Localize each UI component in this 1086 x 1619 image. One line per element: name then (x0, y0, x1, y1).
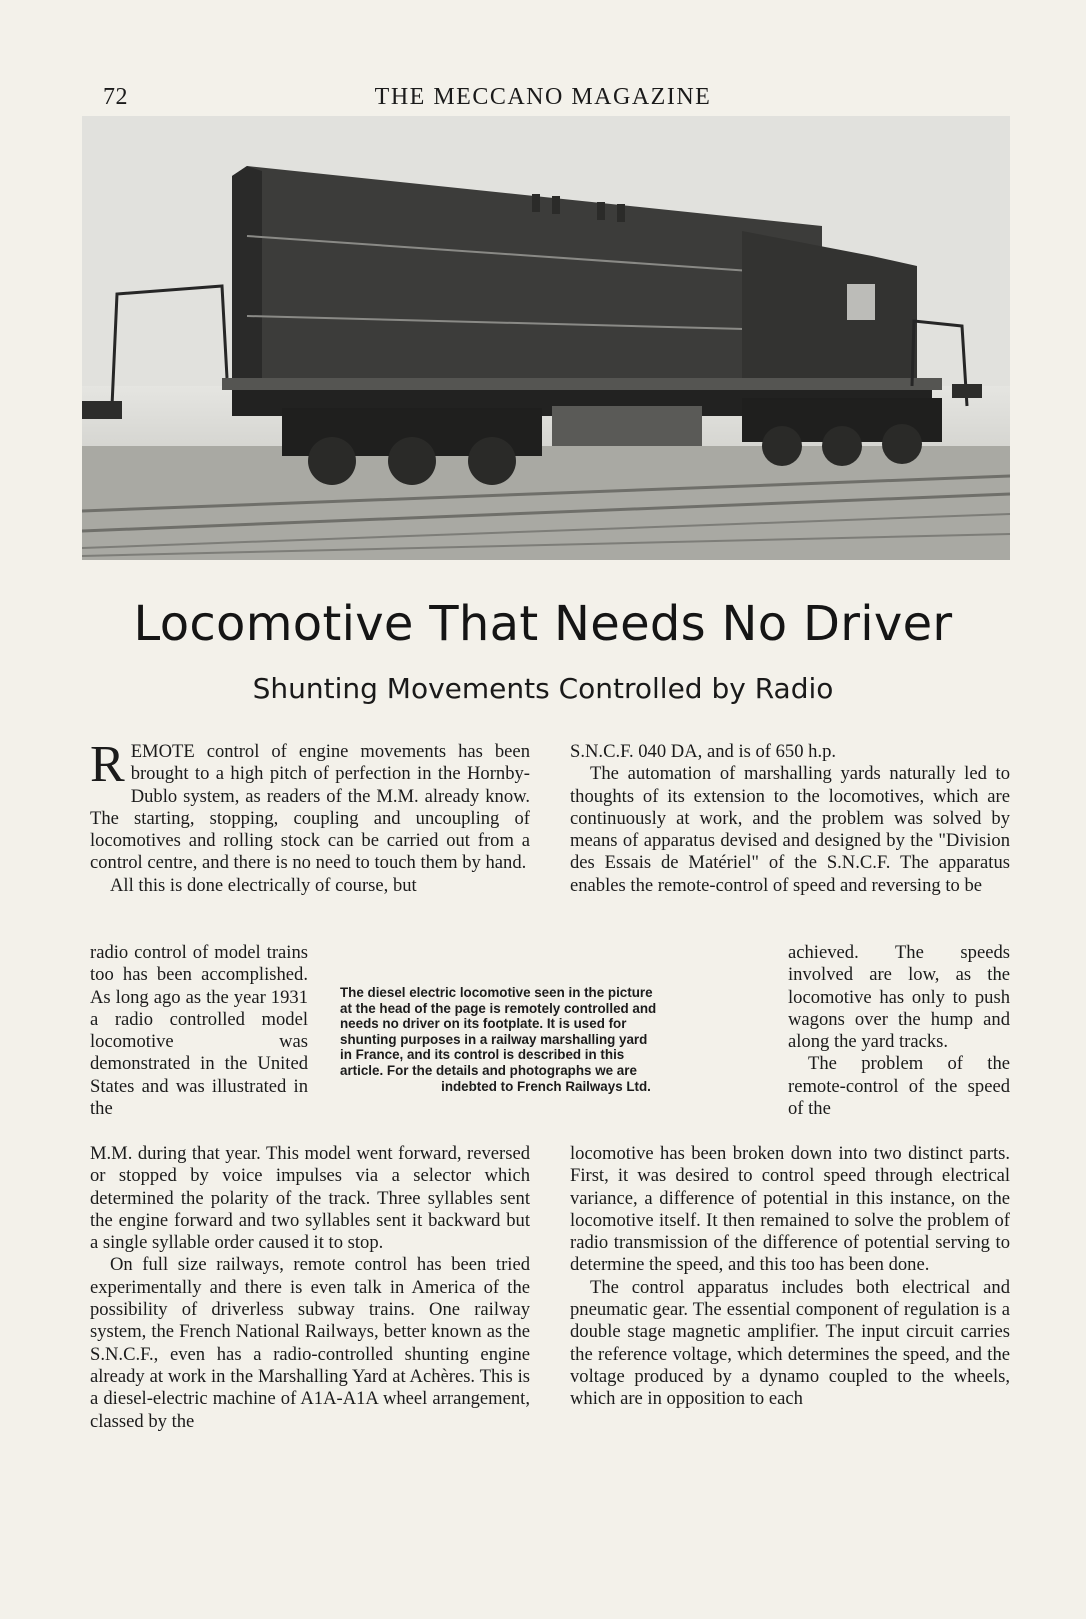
left-column-top (90, 736, 530, 897)
drop-cap: R (90, 736, 125, 793)
left-column-bottom (90, 1143, 530, 1433)
paragraph-class: S.N.C.F. 040 DA, and is of 650 h.p. (570, 741, 837, 762)
caption-line: The diesel electric locomotive seen in the picture (340, 985, 653, 1000)
page-number: 72 (103, 84, 128, 110)
paragraph-intro (90, 736, 530, 875)
paragraph-problem: The problem of the remote-control of the speed of the (788, 1053, 1010, 1120)
paragraph-radio-model: radio control of model trains too has been accomplished. As long ago as the year 1931 a radio controlled model locomotive was demonstrated in the United States and was illustrated in the (90, 942, 308, 1120)
locomotive-photo (82, 116, 1010, 560)
right-column-top (570, 741, 1010, 897)
paragraph-automation: The automation of marshalling yards naturally led to thoughts of its extension to the locomotives, which are continuously at work, and the problem was solved by means of apparatus devised and designed by the "Division des Essais de Matériel" of the S.N.C.F. The apparatus enables the remote-control of speed and reversing to be (570, 763, 1010, 896)
paragraph-electrical: All this is done electrically of course, but (110, 874, 417, 896)
locomotive-illustration (82, 116, 1010, 560)
paragraph-apparatus: The control apparatus includes both electrical and pneumatic gear. The essential component of regulation is a double stage magnetic amplifier. The input circuit carries the reference voltage, which determines the speed, and the voltage produced by a dynamo coupled to the wheels, which are in opposition to each (570, 1276, 1010, 1410)
paragraph-two-parts: locomotive has been broken down into two distinct parts. First, it was desired to control speed through electrical variance, a difference of potential in this instance, on the locomotive itself. It then remained to solve the problem of radio transmission of the difference of potential serving to determine the speed, and this too has been done. (570, 1143, 1010, 1276)
photo-caption (340, 985, 752, 1094)
page-header (0, 78, 1086, 118)
right-column-narrow (788, 942, 1010, 1120)
paragraph-intro-text: EMOTE control of engine movements has been brought to a high pitch of perfection in the Hornby-Dublo system, as readers of the M.M. already know. The starting, stopping, coupling and uncoupling of locomotives and rolling stock can be carried out from a control centre, and there is no need to touch them by hand. (90, 741, 530, 874)
caption-line: article. For the details and photographs we are (340, 1062, 637, 1078)
caption-line: needs no driver on its footplate. It is used for (340, 1016, 627, 1032)
running-title: THE MECCANO MAGAZINE (374, 84, 712, 110)
paragraph-model-1931: M.M. during that year. This model went forward, reversed or stopped by voice impulses via a selector which determined the polarity of the track. Three syllables sent the engine forward and two syllables sent it backward but a single syllable order caused it to stop. (90, 1143, 530, 1254)
article-title: Locomotive That Needs No Driver (133, 596, 953, 652)
right-column-bottom (570, 1143, 1010, 1411)
paragraph-speeds: achieved. The speeds involved are low, as the locomotive has only to push wagons over the hump and along the yard tracks. (788, 942, 1010, 1053)
caption-line: shunting purposes in a railway marshalling yard (340, 1031, 648, 1047)
left-column-narrow (90, 942, 308, 1120)
caption-line: at the head of the page is remotely controlled and (340, 1000, 657, 1016)
caption-line: in France, and its control is described in this (340, 1047, 625, 1063)
caption-line: indebted to French Railways Ltd. (441, 1078, 651, 1094)
article-subtitle: Shunting Movements Controlled by Radio (252, 672, 834, 705)
paragraph-full-size: On full size railways, remote control has been tried experimentally and there is even talk in America of the possibility of driverless subway trains. One railway system, the French National Railways, better known as the S.N.C.F., even has a radio-controlled shunting engine already at work in the Marshalling Yard at Achères. This is a diesel-electric machine of A1A-A1A wheel arrangement, classed by the (90, 1254, 530, 1432)
